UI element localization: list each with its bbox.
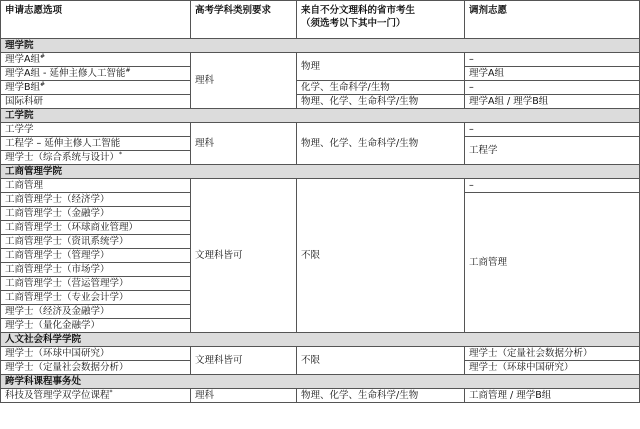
table-row (1, 123, 640, 137)
subjects-cell: 不限 (297, 347, 465, 375)
section-row-business (1, 165, 640, 179)
program-cell: 工商管理学士（专业会计学） (1, 291, 191, 305)
section-title-science: 理学院 (1, 39, 640, 53)
program-cell: 理学士（定量社会数据分析） (1, 361, 191, 375)
adjustment-cell: 理学A组 (465, 67, 640, 81)
section-title-business: 工商管理学院 (1, 165, 640, 179)
table-row (1, 179, 640, 193)
program-cell: 工商管理 (1, 179, 191, 193)
program-cell: 工商管理学士（经济学） (1, 193, 191, 207)
header-subjects-line2: （须选考以下其中一门） (301, 18, 406, 29)
program-cell: 理学士（环球中国研究） (1, 347, 191, 361)
adjustment-cell: – (465, 123, 640, 137)
header-category: 高考学科类别要求 (191, 1, 297, 39)
subjects-cell: 化学、生命科学/生物 (297, 81, 465, 95)
category-cell: 理科 (191, 53, 297, 109)
table-row (1, 389, 640, 403)
program-cell: 理学士（量化金融学） (1, 319, 191, 333)
adjustment-cell: 工程学 (465, 137, 640, 165)
section-row-engineering (1, 109, 640, 123)
program-cell: 国际科研 (1, 95, 191, 109)
subjects-cell: 物理、化学、生命科学/生物 (297, 95, 465, 109)
program-cell: 工商管理学士（环球商业管理） (1, 221, 191, 235)
program-name: 理学B组 (5, 81, 41, 93)
adjustment-cell: 理学士（环球中国研究） (465, 361, 640, 375)
category-cell: 文理科皆可 (191, 179, 297, 333)
header-subjects-line1: 来自不分文理科的省市考生 (301, 5, 416, 16)
subjects-cell: 不限 (297, 179, 465, 333)
program-cell: 工程学 – 延伸主修人工智能 (1, 137, 191, 151)
adjustment-cell: 理学士（定量社会数据分析） (465, 347, 640, 361)
subjects-cell: 物理、化学、生命科学/生物 (297, 123, 465, 165)
program-cell (1, 67, 191, 81)
table-header-row (1, 1, 640, 39)
header-program: 申请志愿选项 (1, 1, 191, 39)
footnote-mark: # (40, 52, 46, 60)
table-row (1, 81, 640, 95)
adjustment-cell: – (465, 53, 640, 67)
section-row-science (1, 39, 640, 53)
section-row-interdisciplinary (1, 375, 640, 389)
adjustment-cell: 理学A组 / 理学B组 (465, 95, 640, 109)
program-name: 理学A组 (5, 53, 40, 65)
footnote-mark: * (119, 150, 123, 158)
section-title-engineering: 工学院 (1, 109, 640, 123)
program-cell (1, 53, 191, 67)
table-row (1, 53, 640, 67)
adjustment-cell: 工商管理 (465, 193, 640, 333)
category-cell: 理科 (191, 123, 297, 165)
program-cell: 工商管理学士（金融学） (1, 207, 191, 221)
category-cell: 文理科皆可 (191, 347, 297, 375)
adjustment-cell: – (465, 179, 640, 193)
program-cell: 工学学 (1, 123, 191, 137)
program-cell: 理学士（经济及金融学） (1, 305, 191, 319)
program-cell: 工商管理学士（管理学） (1, 249, 191, 263)
program-name: 科技及管理学双学位课程 (5, 389, 110, 401)
program-name: 理学士（综合系统与设计） (5, 151, 120, 163)
adjustment-cell: 工商管理 / 理学B组 (465, 389, 640, 403)
program-cell: 工商管理学士（资讯系统学） (1, 235, 191, 249)
footnote-mark: # (40, 80, 46, 88)
table-row (1, 347, 640, 361)
program-cell: 工商管理学士（市场学） (1, 263, 191, 277)
program-cell (1, 389, 191, 403)
subjects-cell: 物理、化学、生命科学/生物 (297, 389, 465, 403)
section-row-humanities (1, 333, 640, 347)
footnote-mark: * (109, 388, 113, 396)
footnote-mark: # (125, 66, 131, 74)
section-title-interdisciplinary: 跨学科课程事务处 (1, 375, 640, 389)
program-cell: 工商管理学士（营运管理学） (1, 277, 191, 291)
header-adjustment: 调剂志愿 (465, 1, 640, 39)
category-cell: 理科 (191, 389, 297, 403)
program-cell (1, 151, 191, 165)
subjects-cell: 物理 (297, 53, 465, 81)
adjustment-cell: – (465, 81, 640, 95)
section-title-humanities: 人文社会科学学院 (1, 333, 640, 347)
program-cell (1, 81, 191, 95)
header-subjects (297, 1, 465, 39)
program-name: 理学A组 - 延伸主修人工智能 (5, 67, 126, 79)
table-row (1, 95, 640, 109)
